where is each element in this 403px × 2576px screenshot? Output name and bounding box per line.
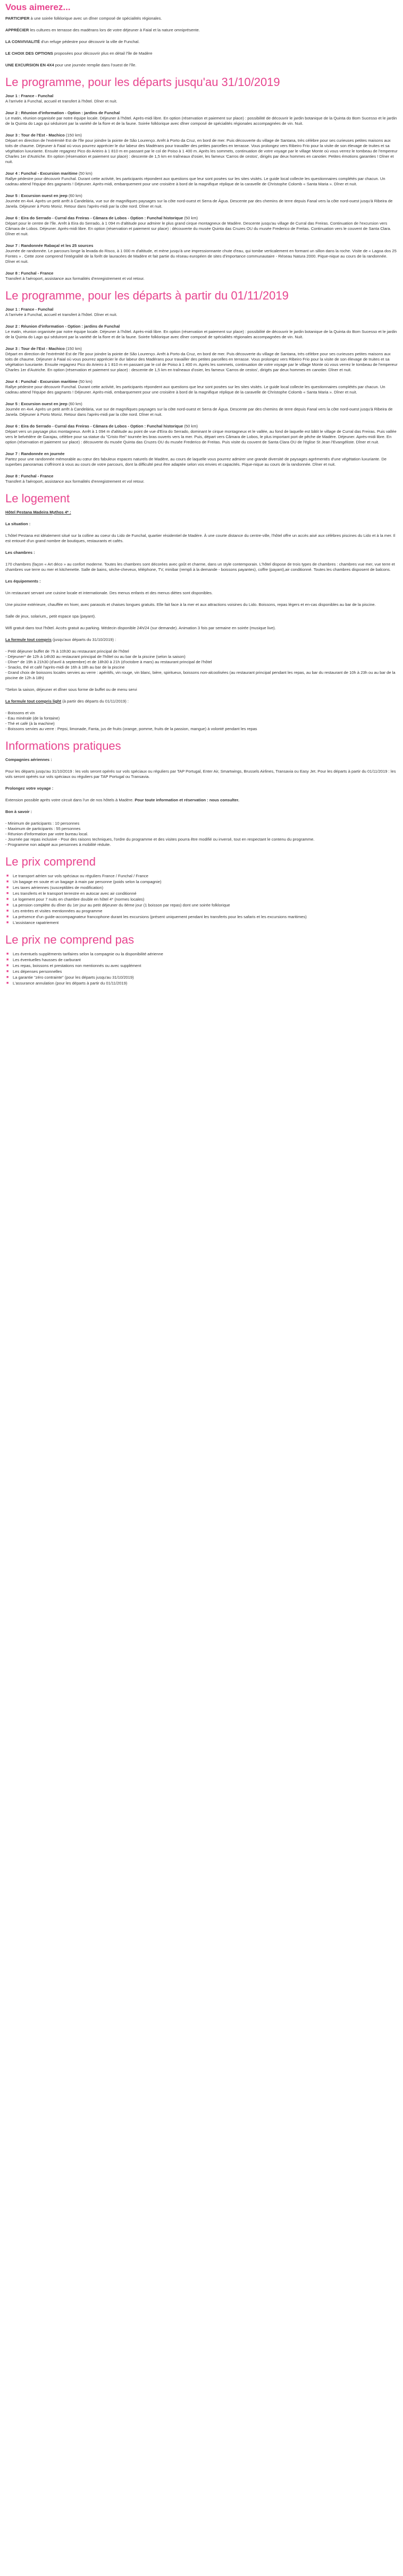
- day-distance: (50 km): [79, 171, 93, 176]
- list-item: ■ Les éventuels suppléments tarifaires selon la compagnie ou la disponibilité aérienne: [5, 951, 398, 957]
- day-label: Jour 7 : Randonnée en journée: [5, 451, 65, 456]
- list-item: ■ Les taxes aériennes (susceptibles de modification): [5, 885, 398, 891]
- day-text: Départ pour le centre de l'île. Arrêt à Eira do Serrado, à 1 094 m d'altitude pour admirer le plus grand cirque montagneux de Madère. Descente jusqu'au village de Curral das Freiras. Continuation de l'excursion vers Câmara de Lobos. Déjeuner. Après-midi libre. En option (réservation et paiement sur place) : découverte du musée Quinta das Cruzes OU du musée Frederico de Freitas. Continuation vers le couvent de Santa Clara. Dîner et nuit.: [5, 221, 391, 236]
- bon-a-savoir-lines: [5, 821, 398, 848]
- formule-1-lines: [5, 649, 398, 681]
- day-heading: [5, 93, 398, 99]
- bon-a-savoir-line: - Maximum de participants : 55 personnes: [5, 826, 81, 831]
- intro-item: [5, 39, 398, 45]
- formule-line: - Thé et café (à la machine): [5, 721, 55, 726]
- included-list: [5, 873, 398, 926]
- day-heading: [5, 133, 398, 138]
- day-heading: [5, 474, 398, 479]
- included-section: [5, 855, 398, 926]
- intro-item: [5, 63, 398, 68]
- equipements-text-2: Une piscine extérieure, chauffée en hiver, avec parasols et chaises longues gratuits. Elle fait face à la mer et aux attractions voisines du Lido. Boissons, repas légers et en-cas disponibles au bar de la piscine.: [5, 602, 376, 607]
- day-heading: [5, 379, 398, 384]
- day-heading: [5, 216, 398, 221]
- equipements-text-1: Un restaurant servant une cuisine locale et internationale. Des menus enfants et des menus diètes sont disponibles.: [5, 590, 213, 595]
- formule-line: - Boissons servies au verre : Pepsi, limonade, Fanta, jus de fruits (orange, pomme, fruits de la passion, mangue) à volonté pendant les repas: [5, 726, 257, 731]
- list-item: ■ La présence d'un guide-accompagnateur francophone durant les excursions (présent uniquement pendant les transferts pour les safaris et les excursions maritimes): [5, 914, 398, 920]
- companies-label: Compagnies aériennes :: [5, 757, 52, 762]
- day-heading: [5, 401, 398, 407]
- programme-2-section: [5, 289, 398, 484]
- equipements-text-3: Salle de jeux, solarium,, petit espace spa (payant).: [5, 614, 96, 619]
- intro-item-bold: APPRÉCIER: [5, 28, 29, 32]
- intro-item-text: à une soirée folklorique avec un dîner composé de spécialités régionales.: [29, 16, 162, 21]
- day-heading: [5, 346, 398, 352]
- list-item: ■ Les entrées et visites mentionnées au programme: [5, 908, 398, 914]
- intro-item-bold: LA CONVIVIALITÉ: [5, 39, 40, 44]
- day-label: Jour 2 : Réunion d'information - Option : jardins de Funchal: [5, 324, 120, 329]
- programme-1-section: [5, 75, 398, 281]
- list-item: ■ Le logement pour 7 nuits en chambre double en hôtel 4* (normes locales): [5, 896, 398, 902]
- list-item: ■ L'assurance annulation (pour les départs à partir du 01/11/2019): [5, 980, 398, 986]
- day-distance: (50 km): [79, 379, 93, 384]
- situation-text: L'hôtel Pestana est idéalement situé sur la colline au coeur du Lido de Funchal, quartier résidentiel de Madère. À une courte distance du centre-ville, l'hôtel offre un accès aisé aux célèbres piscines du Lido et à la mer. Il est entouré d'un grand nombre de boutiques, restaurants et cafés.: [5, 533, 396, 543]
- day-label: Jour 6 : Eira do Serrado - Curral das Freiras - Câmara de Lobos - Option : Funchal historique: [5, 216, 183, 220]
- intro-item-text: les cultures en terrasse des madérans lors de votre déjeuner à Faial et la nature omniprésente.: [29, 28, 200, 32]
- programme-2-title: Le programme, pour les départs à partir du 01/11/2019: [5, 289, 289, 302]
- day-text: Transfert à l'aéroport, assistance aux formalités d'enregistrement et vol retour.: [5, 479, 145, 484]
- formule-line: - Eau minérale (de la fontaine): [5, 716, 60, 721]
- intro-item-bold: UNE EXCURSION EN 4X4: [5, 63, 54, 67]
- list-item: ■ Le transport aérien sur vols spéciaux ou réguliers France / Funchal / France: [5, 873, 398, 879]
- formule-2-heading: La formule tout compris light (à partir des départs du 01/11/2019) :: [5, 699, 129, 704]
- day-heading: [5, 243, 398, 249]
- day-label: Jour 1 : France - Funchal: [5, 307, 54, 312]
- day-distance: (150 km): [65, 133, 82, 138]
- intro-item: [5, 51, 398, 56]
- intro-item-bold: PARTICIPER: [5, 16, 30, 21]
- day-text: Transfert à l'aéroport, assistance aux formalités d'enregistrement et vol retour.: [5, 276, 145, 281]
- intro-item-text: d'un refuge pédestre pour découvrir la ville de Funchal.: [40, 39, 140, 44]
- intro-item: [5, 16, 398, 21]
- day-heading: [5, 110, 398, 116]
- day-text: Le matin, réunion organisée par notre équipe locale. Déjeuner à l'hôtel. Après-midi libre. En option (réservation et paiement sur place) : possibilité de découvrir le jardin botanique de la Quinta do Bom Sucesso et le jardin de la Quinta do Lago qui séduiront par la variété de la flore et de la faune. Soirée folklorique avec dîner composé de spécialités régionales accompagnées de vin. Nuit.: [5, 116, 397, 126]
- day-text: Rallye pédestre pour découvrir Funchal. Durant cette activité, les participants répondent aux questions que leur sont posées sur les sites visités. Le guide local collecte les questionnaires complétés par chacun. Un cadeau attend l'équipe des gagnants ! Déjeuner. Après-midi, embarquement pour une croisière à bord de la magnifique réplique de la caravelle de Christophe Colomb « Santa Maria ». Dîner et nuit.: [5, 176, 385, 186]
- programme-1-title: Le programme, pour les départs jusqu'au 31/10/2019: [5, 75, 280, 89]
- formule-1-note: *Selon la saison, déjeuner et dîner sous forme de buffet ou de menu servi: [5, 687, 137, 692]
- intro-list: [5, 16, 398, 68]
- list-item: ■ Les repas, boissons et prestations non mentionnés ou avec supplément: [5, 963, 398, 969]
- day-label: Jour 5 : Excursion ouest en jeep: [5, 401, 68, 406]
- bon-a-savoir-line: - Journée par repas inclusive - Pour des raisons techniques, l'ordre du programme et des visites pourra être modifié ou inversé, tout en respectant le contenu du programme.: [5, 837, 315, 842]
- list-item: ■ La garantie "zéro contrainte" (pour les départs jusqu'au 31/10/2019): [5, 974, 398, 980]
- intro-item-text: proposées pour découvrir plus en détail l'île de Madère: [53, 51, 153, 56]
- intro-item-text: pour une journée remplie dans l'ouest de l'île.: [54, 63, 137, 67]
- bon-a-savoir-line: - Minimum de participants : 10 personnes: [5, 821, 80, 826]
- day-heading: [5, 424, 398, 429]
- logement-section: [5, 492, 398, 732]
- formule-line: - Petit déjeuner buffet de 7h à 10h30 au restaurant principal de l'hôtel: [5, 649, 129, 654]
- page: [0, 0, 403, 986]
- day-heading: [5, 324, 398, 329]
- excluded-list: [5, 951, 398, 986]
- formule-line: - Dîner* de 19h à 21h30 (d'avril à septembre) et de 18h30 à 21h (d'octobre à mars) au restaurant principal de l'hôtel: [5, 660, 212, 664]
- day-label: Jour 1 : France - Funchal: [5, 93, 54, 98]
- day-text: Départ vers un paysage plus montagneux. Arrêt à 1 094 m d'altitude au point de vue d'Eira do Serrado, dominant le cirque montagneux et le vallée, au fond de laquelle est bâtit le village de Curral das Freiras. Puis vallée vers le belvédère de Garajau, célèbre pour sa statue du "Cristo Rei" tournée les bras ouverts vers la mer. Puis, départ vers Câmara de Lobos, le plus important port de pêche de Madère. Déjeuner. Après-midi libre. En option (réservation et paiement sur place) : découverte du musée Quinta das Cruzes OU du musée Frederico de Freitas. Puis visite du couvent de Santa Clara OU de l'église St Jean l'Evangéliste. Dîner et nuit.: [5, 429, 397, 444]
- included-title: Le prix comprend: [5, 855, 96, 868]
- list-item: ■ Un bagage en soute et un bagage à main par personne (poids selon la compagnie): [5, 879, 398, 885]
- day-distance: (60 km): [69, 401, 82, 406]
- equipements-label: Les équipements :: [5, 579, 41, 584]
- equipements-text-4: Wifi gratuit dans tout l'hôtel. Accès gratuit au parking. Médecin disponible 24h/24 (sur demande). Animation 3 fois par semaine en soirée (musique live).: [5, 626, 276, 630]
- day-label: Jour 4 : Funchal - Excursion maritime: [5, 379, 78, 384]
- day-text: A l'arrivée à Funchal, accueil et transfert à l'hôtel. Dîner et nuit.: [5, 99, 117, 104]
- list-item: ■ Les éventuelles hausses de carburant: [5, 957, 398, 963]
- day-text: Le matin, réunion organisée par notre équipe locale. Déjeuner à l'hôtel. Après-midi libre. En option (réservation et paiement sur place) : possibilité de découvrir le jardin botanique de la Quinta do Bom Sucesso et le jardin de la Quinta do Lago qui séduiront par la variété de la flore et de la faune. Soirée folklorique avec dîner composé de spécialités régionales accompagnées de vin. Nuit.: [5, 329, 397, 339]
- day-label: Jour 2 : Réunion d'information - Option : jardins de Funchal: [5, 110, 120, 115]
- day-label: Jour 8 : Funchal - France: [5, 474, 54, 478]
- excluded-title: Le prix ne comprend pas: [5, 933, 135, 946]
- prolong-label: Prolongez votre voyage :: [5, 786, 54, 791]
- day-heading: [5, 307, 398, 312]
- list-item: ■ Les dépenses personnelles: [5, 969, 398, 974]
- day-heading: [5, 451, 398, 457]
- intro-item: [5, 28, 398, 33]
- programme-2-days: [5, 307, 398, 484]
- companies-text: Pour les départs jusqu'au 31/10/2019 : les vols seront opérés sur vols spéciaux ou réguliers par TAP Portugal, Enter Air, Smartwings, Brussels Airlines, Transavia ou Easy Jet. Pour les départs à partir du 01/11/2019 : les vols seront opérés sur vols spéciaux ou réguliers par TAP Portugal ou Transavia.: [5, 769, 396, 779]
- hotel-name: Hôtel Pestana Madeira Mythos 4* :: [5, 510, 71, 515]
- infos-section: [5, 739, 398, 848]
- day-label: Jour 6 : Eira do Serrado - Curral das Freiras - Câmara de Lobos - Option : Funchal historique: [5, 424, 183, 429]
- day-text: Journée en 4x4. Après un petit arrêt à Candelária, vue sur de magnifiques paysages sur la côte nord-ouest et Serra de Água. Descente par des chemins de terre depuis Fanal vers la côte nord-ouest jusqu'à Ribeira de Janela. Déjeuner à Porto Moniz. Retour dans l'après-midi par la côte nord. Dîner et nuit.: [5, 407, 393, 417]
- day-text: Partez pour une randonnée mémorable au cœur des fabuleux espaces naturels de Madère, au cours de laquelle vous pourrez admirer une grande diversité de paysages agrémentés d'une végétation luxuriante. De superbes panoramas s'offriront à vous au cours de votre parcours, dont la difficulté peut être adaptée selon vos envies et capacités. Pique-nique au cours de la randonnée. Dîner et nuit.: [5, 457, 387, 467]
- list-item: ■ La pension complète du dîner du 1er jour au petit déjeuner du 8ème jour (1 boisson par repas) dont une soirée folklorique: [5, 902, 398, 908]
- day-text: Départ en direction de l'extrémité Est de l'île pour joindre la pointe de São Lourenço. Arrêt à Porto da Cruz, en bord de mer. Puis découverte du village de Santana, très célèbre pour ses curieuses petites maisons aux toits de chaume. Déjeuner à Faial où vous pourrez apprécier le dur labeur des Madérans pour travailler des petites parcelles en terrasse. Vous prolongez vers Ribeiro Frio pour la visite de son élevage de truites et sa végétation luxuriante. Ensuite regagnez Pico do Arieiro à 1 810 m en passant par le col de Poiso à 1 400 m. Après les sommets, continuation de votre voyage par le village Monte où vous verrez le tombeau de l'empereur Charles 1er d'Autriche. En option (réservation et paiement sur place) : descente de 1,5 km en traîneaux d'osier, les fameux 'Carros de cestos', dirigés par deux hommes en canotier. Petites émotions garanties ! Dîner et nuit.: [5, 138, 398, 164]
- day-distance: (50 km): [184, 424, 198, 429]
- excluded-section: [5, 933, 398, 986]
- situation-label: La situation :: [5, 521, 31, 526]
- day-heading: [5, 271, 398, 276]
- bon-a-savoir-line: - Programme non adapté aux personnes à mobilité réduite.: [5, 842, 111, 847]
- day-label: Jour 4 : Funchal - Excursion maritime: [5, 171, 78, 176]
- day-label: Jour 7 : Randonnée Rabaçal et les 25 sources: [5, 243, 94, 248]
- day-text: Rallye pédestre pour découvrir Funchal. Durant cette activité, les participants répondent aux questions que leur sont posées sur les sites visités. Le guide local collecte les questionnaires complétés par chacun. Un cadeau attend l'équipe des gagnants ! Déjeuner. Après-midi, embarquement pour une croisière à bord de la magnifique réplique de la caravelle de Christophe Colomb « Santa Maria ». Dîner et nuit.: [5, 384, 385, 395]
- programme-1-days: [5, 93, 398, 281]
- day-distance: (60 km): [69, 193, 82, 198]
- day-label: Jour 8 : Funchal - France: [5, 271, 54, 276]
- day-label: Jour 3 : Tour de l'Est - Machico: [5, 133, 65, 138]
- prolong-text: Extension possible après votre circuit dans l'un de nos hôtels à Madère. Pour toute information et réservation : nous consulter.: [5, 798, 239, 802]
- intro-section: [5, 2, 398, 68]
- day-text: Départ en direction de l'extrémité Est de l'île pour joindre la pointe de São Lourenço. Arrêt à Porto da Cruz, en bord de mer. Puis découverte du village de Santana, très célèbre pour ses curieuses petites maisons aux toits de chaume. Déjeuner à Faial où vous pourrez apprécier le dur labeur des Madérans pour travailler des petites parcelles en terrasse. Vous prolongez vers Ribeiro Frio pour la visite de son élevage de truites et sa végétation luxuriante. Ensuite regagnez Pico do Arieiro à 1 810 m en passant par le col de Poiso à 1 400 m. Après les sommets, continuation de votre voyage par le village Monte où vous verrez le tombeau de l'empereur Charles 1er d'Autriche. En option (réservation et paiement sur place) : descente de 1,5 km en traîneaux d'osier, les fameux 'Carros de cestos', dirigés par deux hommes en canotier. Dîner et nuit.: [5, 352, 398, 372]
- formule-2-lines: [5, 711, 398, 732]
- day-text: Journée de randonnée. Le parcours longe la levada do Risco, à 1 000 m d'altitude, et mène jusqu'à une impressionnante chute d'eau, qui tombe verticalement en formant un sillon dans la roche. Visite de « Lagoa dos 25 Fontes » . Cette zone comprend l'intégralité de la forêt de lauracées de Madère et fait partie du réseau européen de sites d'importance communautaire - Réseau Natura 2000. Pique-nique au cours de la randonnée. Dîner et nuit.: [5, 249, 397, 264]
- day-label: Jour 3 : Tour de l'Est - Machico: [5, 346, 65, 351]
- day-distance: (150 km): [65, 346, 82, 351]
- chambres-label: Les chambres :: [5, 550, 35, 555]
- formule-1-heading: La formule tout compris (jusqu'aux départs du 31/10/2019) :: [5, 637, 116, 642]
- day-label: Jour 5 : Excursion ouest en jeep: [5, 193, 68, 198]
- day-heading: [5, 171, 398, 176]
- list-item: ■ Les transferts et le transport terrestre en autocar avec air conditionné: [5, 891, 398, 896]
- formule-line: - Déjeuner* de 12h à 14h30 au restaurant principal de l'hôtel ou au bar de la piscine (selon la saison): [5, 654, 186, 659]
- day-distance: (50 km): [184, 216, 198, 220]
- list-item: ■ L'assistance rapatriement: [5, 920, 398, 926]
- logement-title: Le logement: [5, 492, 70, 505]
- intro-item-bold: LE CHOIX DES OPTIONS: [5, 51, 53, 56]
- formule-line: - Boissons et vin: [5, 711, 35, 715]
- day-text: A l'arrivée à Funchal, accueil et transfert à l'hôtel. Dîner et nuit.: [5, 312, 117, 317]
- formule-line: - Snacks, thé et café l'après-midi de 16h à 18h au bar de la piscine: [5, 665, 125, 670]
- chambres-text: 170 chambres (façon « Art déco » au confort moderne. Toutes les chambres sont décorées avec goût et charme, dans un style contemporain. L'hôtel dispose de trois types de chambres : chambres vue mer, vue terre et chambres vue terre ou mer et kitchenette. Salle de bains, sèche-cheveux, téléphone, TV, minibar (rempli à la demande - boissons payantes), coffre (payant),air conditionné. Toutes les chambres disposent de balcons.: [5, 562, 395, 572]
- bon-a-savoir-label: Bon à savoir :: [5, 809, 32, 814]
- intro-heading: Vous aimerez...: [5, 2, 71, 12]
- formule-line: - Grand choix de boissons locales servies au verre : apéritifs, vin rouge, vin blanc, bière, spiritueux, boissons non-alcoolisées (au restaurant principal pendant les repas, au bar du restaurant de 10h à 23h ou au bar de la piscine de 12h à 18h): [5, 670, 396, 680]
- day-text: Journée en 4x4. Après un petit arrêt à Candelária, vue sur de magnifiques paysages sur la côte nord-ouest et Serra de Água. Descente par des chemins de terre depuis Fanal vers la côte nord-ouest jusqu'à Ribeira de Janela. Déjeuner à Porto Moniz. Retour dans l'après-midi par la côte nord. Dîner et nuit.: [5, 199, 393, 209]
- bon-a-savoir-line: - Réunion d'information par votre bureau local.: [5, 832, 88, 836]
- day-heading: [5, 193, 398, 199]
- infos-title: Informations pratiques: [5, 739, 121, 752]
